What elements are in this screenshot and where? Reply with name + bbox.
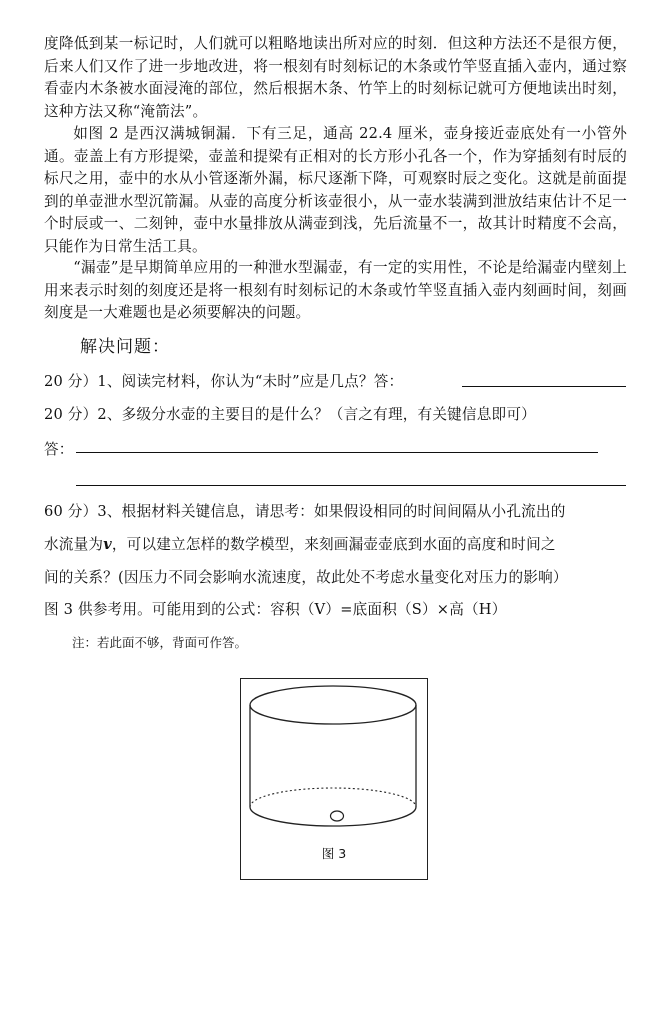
cylinder-bottom-back-arc (250, 788, 416, 807)
note: 注：若此面不够，背面可作答。 (72, 635, 248, 650)
question-3-line-3: 间的关系？(因压力不同会影响水流速度，故此处不考虑水量变化对压力的影响） (44, 569, 568, 586)
cylinder-top-ellipse (250, 686, 416, 724)
material-paragraph-2: 如图 2 是西汉满城铜漏．下有三足，通高 22.4 厘米，壶身接近壶底处有一小管外通。壶盖上有方形提梁，壶盖和提梁有正相对的长方形小孔各一个，作为穿插刻有时辰的标尺之用，壶中的水从小管逐渐外漏，标尺逐渐下降，可观察时辰之变化。这就是前面提到的单壶泄水型沉箭漏。从壶的高度分析该壶很小，从一壶水装满到泄放结束估计不足一个时辰或一、二刻钟，壶中水量排放从满壶到浅，先后流量不一，故其计时精度不会高，只能作为日常生活工具。 (44, 125, 627, 255)
question-2-answer-label: 答： (44, 441, 74, 458)
cylinder-bottom-front-arc (250, 807, 416, 826)
small-hole (331, 811, 344, 821)
question-3-text-a: 水流量为 (44, 536, 104, 553)
question-1-answer-blank[interactable] (462, 386, 626, 387)
question-3-line-2 (44, 533, 556, 554)
question-3-text-b: ，可以建立怎样的数学模型，来刻画漏壶壶底到水面的高度和时间之 (111, 536, 556, 553)
question-2: 20 分）2、多级分水壶的主要目的是什么？（言之有理，有关键信息即可） (44, 406, 536, 423)
question-1: 20 分）1、阅读完材料，你认为“未时”应是几点？答： (44, 373, 404, 390)
question-2-answer-blank-1[interactable] (76, 452, 598, 453)
flow-variable: v (103, 536, 112, 553)
question-2-answer-blank-2[interactable] (76, 485, 626, 486)
material-paragraph-3: “漏壶”是早期简单应用的一种泄水型漏壶，有一定的实用性，不论是给漏壶内壁刻上用来表示时刻的刻度还是将一根刻有时刻标记的木条或竹竿竖直插入壶内刻画时间，刻画刻度是一大难题也是必须要解决的问题。 (44, 259, 627, 321)
section-title: 解决问题： (80, 337, 170, 357)
question-3-line-4: 图 3 供参考用。可能用到的公式：容积（V）=底面积（S）×高（H） (44, 601, 507, 618)
figure-3 (240, 678, 428, 880)
question-3-line-1: 60 分）3、根据材料关键信息，请思考：如果假设相同的时间间隔从小孔流出的 (44, 503, 566, 520)
material-paragraph-1: 度降低到某一标记时，人们就可以粗略地读出所对应的时刻．但这种方法还不是很方便，后来人们又作了进一步地改进，将一根刻有时刻标记的木条或竹竿竖直插入壶内，通过察看壶内木条被水面浸淹的部位，然后根据木条、竹竿上的时刻标记就可方便地读出时刻，这种方法又称“淹箭法”。 (44, 35, 627, 120)
figure-caption: 图 3 (321, 846, 347, 861)
